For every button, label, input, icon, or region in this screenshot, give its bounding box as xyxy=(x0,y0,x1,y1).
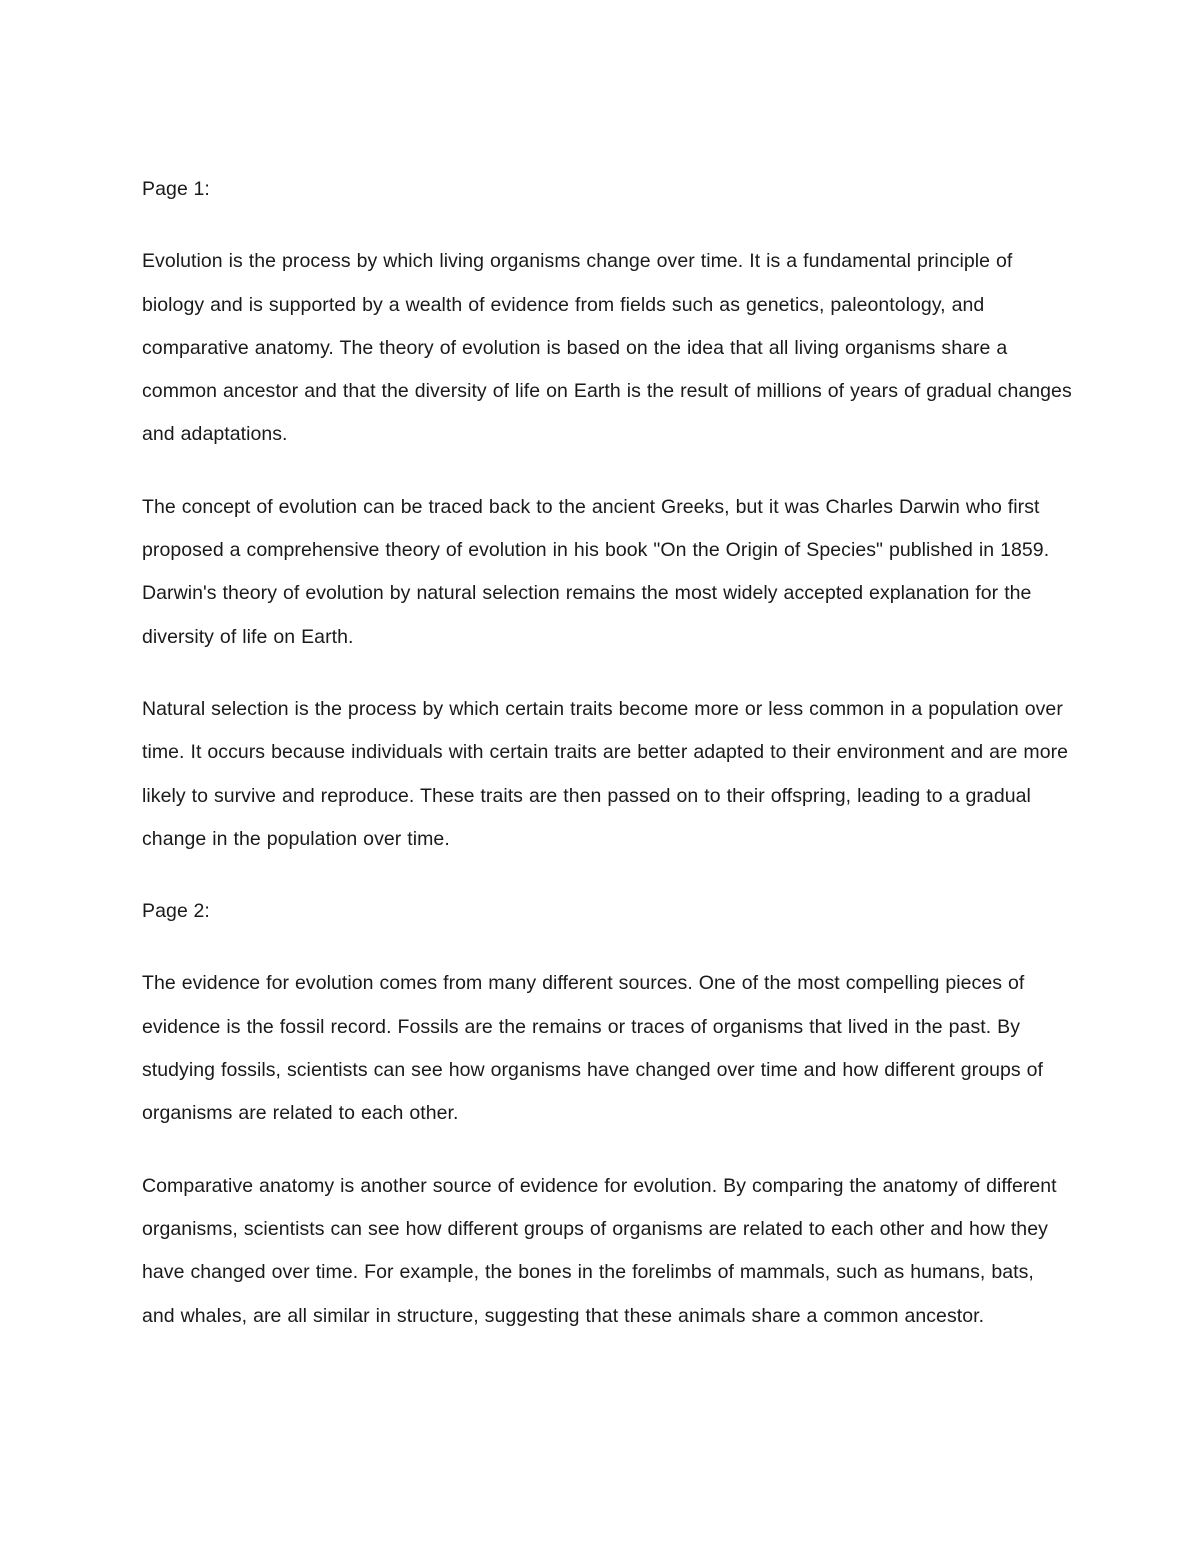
paragraph-fossil-evidence: The evidence for evolution comes from many different sources. One of the most compelling pieces of evidence is the fossil record. Fossils are the remains or traces of organisms that lived in the past. By studying fossils, scientists can see how organisms have changed over time and how different groups of organisms are related to each other. xyxy=(142,972,1044,1125)
paragraph-comparative-anatomy: Comparative anatomy is another source of evidence for evolution. By comparing the anatomy of different organisms, scientists can see how different groups of organisms are related to each other and how they have changed over time. For example, the bones in the forelimbs of mammals, such as humans, bats, and whales, are all similar in structure, suggesting that these animals share a common ancestor. xyxy=(142,1174,1057,1327)
paragraph-natural-selection: Natural selection is the process by which certain traits become more or less common in a population over time. It occurs because individuals with certain traits are better adapted to their environment and are more likely to survive and reproduce. These traits are then passed on to their offspring, leading to a gradual change in the population over time. xyxy=(142,697,1069,850)
page-2-label: Page 2: xyxy=(142,900,210,923)
paragraph-darwin-history: The concept of evolution can be traced back to the ancient Greeks, but it was Charles Darwin who first proposed a comprehensive theory of evolution in his book "On the Origin of Species" published in 1859. Darwin's theory of evolution by natural selection remains the most widely accepted explanation for the diversity of life on Earth. xyxy=(142,495,1050,648)
document-body xyxy=(142,168,1072,1338)
paragraph-evolution-definition: Evolution is the process by which living organisms change over time. It is a fundamental principle of biology and is supported by a wealth of evidence from fields such as genetics, paleontology, and comparative anatomy. The theory of evolution is based on the idea that all living organisms share a common ancestor and that the diversity of life on Earth is the result of millions of years of gradual changes and adaptations. xyxy=(142,250,1072,446)
page-1-label: Page 1: xyxy=(142,178,210,200)
